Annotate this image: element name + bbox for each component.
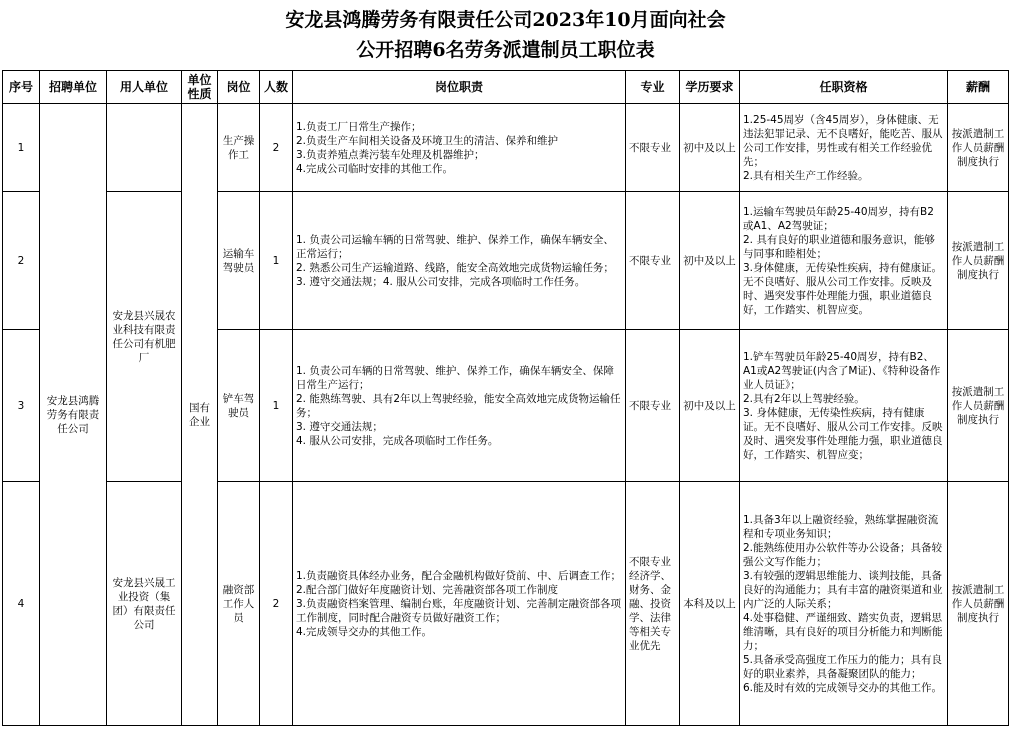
count-cell: 1 bbox=[260, 330, 293, 482]
qual-line: 3.身体健康，无传染性疾病，持有健康证。无不良嗜好、服从公司工作安排。反映及时、遇突发事件处理能力强，职业道德良好，工作踏实、机智应变。 bbox=[743, 261, 943, 316]
major-cell: 不限专业 bbox=[626, 192, 680, 330]
pay-cell: 按派遣制工作人员薪酬制度执行 bbox=[948, 482, 1009, 726]
pay-cell: 按派遣制工作人员薪酬制度执行 bbox=[948, 104, 1009, 192]
header-recruiter: 招聘单位 bbox=[40, 71, 107, 104]
title-line-2: 公开招聘6名劳务派遣制员工职位表 bbox=[356, 39, 655, 61]
header-seq: 序号 bbox=[3, 71, 40, 104]
header-count: 人数 bbox=[260, 71, 293, 104]
pay-cell: 按派遣制工作人员薪酬制度执行 bbox=[948, 330, 1009, 482]
recruiter-cell: 安龙县鸿腾劳务有限责任公司 bbox=[40, 104, 107, 726]
post-cell: 生产操作工 bbox=[218, 104, 260, 192]
header-row bbox=[3, 71, 1009, 104]
duty-line: 1. 负责公司车辆的日常驾驶、维护、保养工作，确保车辆安全、保障日常生产运行； bbox=[296, 364, 614, 391]
duty-line: 2.负责生产车间相关设备及环境卫生的清洁、保养和维护 bbox=[296, 134, 559, 147]
duty-line: 4.完成公司临时安排的其他工作。 bbox=[296, 162, 454, 175]
job-table bbox=[2, 70, 1009, 726]
seq-cell: 2 bbox=[3, 192, 40, 330]
duty-line: 1.负责工厂日常生产操作； bbox=[296, 120, 422, 133]
seq-cell: 1 bbox=[3, 104, 40, 192]
header-employer: 用人单位 bbox=[107, 71, 182, 104]
qual-line: 6.能及时有效的完成领导交办的其他工作。 bbox=[743, 681, 943, 694]
header-edu: 学历要求 bbox=[680, 71, 740, 104]
header-post: 岗位 bbox=[218, 71, 260, 104]
count-cell: 1 bbox=[260, 192, 293, 330]
qual-line: 4.处事稳健、严谨细致、踏实负责，逻辑思维清晰，具有良好的项目分析能力和判断能力； bbox=[743, 611, 943, 652]
qual-line: 1.具备3年以上融资经验，熟练掌握融资流程和专项业务知识； bbox=[743, 513, 939, 540]
duty-line: 2. 熟悉公司生产运输道路、线路，能安全高效地完成货物运输任务； bbox=[296, 261, 614, 274]
qual-cell bbox=[740, 192, 948, 330]
count-cell: 2 bbox=[260, 104, 293, 192]
duties-cell bbox=[293, 104, 626, 192]
qual-line: 5.具备承受高强度工作压力的能力；具有良好的职业素养，具备凝聚团队的能力； bbox=[743, 653, 943, 680]
table-row bbox=[3, 104, 1009, 192]
qual-line: 2.具有相关生产工作经验。 bbox=[743, 169, 869, 182]
qual-line: 2.能熟练使用办公软件等办公设备；具备较强公文写作能力； bbox=[743, 541, 943, 568]
qual-cell bbox=[740, 482, 948, 726]
title-line-1: 安龙县鸿腾劳务有限责任公司2023年10月面向社会 bbox=[285, 9, 726, 31]
table-row bbox=[3, 482, 1009, 726]
qual-line: 2.具有2年以上驾驶经验。 bbox=[743, 392, 865, 405]
pay-cell: 按派遣制工作人员薪酬制度执行 bbox=[948, 192, 1009, 330]
header-duties: 岗位职责 bbox=[293, 71, 626, 104]
employer-cell-empty bbox=[107, 104, 182, 192]
duties-cell bbox=[293, 192, 626, 330]
qual-cell bbox=[740, 330, 948, 482]
seq-cell: 3 bbox=[3, 330, 40, 482]
duty-line: 3. 遵守交通法规； bbox=[296, 420, 383, 433]
qual-line: 1.运输车驾驶员年龄25-40周岁，持有B2或A1、A2驾驶证； bbox=[743, 205, 934, 232]
table-row bbox=[3, 192, 1009, 330]
post-cell: 运输车驾驶员 bbox=[218, 192, 260, 330]
qual-line: 1.25-45周岁（含45周岁），身体健康、无违法犯罪记录、无不良嗜好，能吃苦、服从公司工作安排，男性或有相关工作经验优先； bbox=[743, 113, 943, 168]
edu-cell: 初中及以上 bbox=[680, 330, 740, 482]
edu-cell: 初中及以上 bbox=[680, 104, 740, 192]
nature-cell: 国有企业 bbox=[182, 104, 218, 726]
post-cell: 融资部工作人员 bbox=[218, 482, 260, 726]
employer-cell: 安龙县兴晟工业投资（集团）有限责任公司 bbox=[107, 482, 182, 726]
duty-line: 4. 服从公司安排，完成各项临时工作任务。 bbox=[296, 434, 499, 447]
duty-line: 2. 能熟练驾驶、具有2年以上驾驶经验，能安全高效地完成货物运输任务； bbox=[296, 392, 621, 419]
major-cell: 不限专业 bbox=[626, 104, 680, 192]
header-pay: 薪酬 bbox=[948, 71, 1009, 104]
post-cell: 铲车驾驶员 bbox=[218, 330, 260, 482]
header-major: 专业 bbox=[626, 71, 680, 104]
major-cell: 不限专业 bbox=[626, 330, 680, 482]
document-title bbox=[0, 0, 1011, 70]
header-nature: 单位性质 bbox=[182, 71, 218, 104]
duty-line: 3.负责养殖点粪污装车处理及机器维护； bbox=[296, 148, 485, 161]
employer-cell: 安龙县兴晟农业科技有限责任公司有机肥厂 bbox=[107, 192, 182, 482]
qual-line: 1.铲车驾驶员年龄25-40周岁，持有B2、A1或A2驾驶证(内含了M证)、《特种设备作业人员证》； bbox=[743, 350, 941, 391]
seq-cell: 4 bbox=[3, 482, 40, 726]
duty-line: 3. 遵守交通法规；4. 服从公司安排，完成各项临时工作任务。 bbox=[296, 275, 586, 288]
duty-line: 2.配合部门做好年度融资计划、完善融资部各项工作制度 bbox=[296, 583, 559, 596]
duties-cell bbox=[293, 482, 626, 726]
major-cell: 不限专业经济学、财务、金融、投资学、法律等相关专业优先 bbox=[626, 482, 680, 726]
qual-line: 2. 具有良好的职业道德和服务意识，能够与同事和睦相处； bbox=[743, 233, 935, 260]
header-qual: 任职资格 bbox=[740, 71, 948, 104]
edu-cell: 本科及以上 bbox=[680, 482, 740, 726]
qual-line: 3. 身体健康，无传染性疾病，持有健康证。无不良嗜好、服从公司工作安排。反映及时、遇突发事件处理能力强，职业道德良好，工作踏实、机智应变； bbox=[743, 406, 943, 461]
qual-cell bbox=[740, 104, 948, 192]
qual-line: 3.有较强的逻辑思维能力、谈判技能，具备良好的沟通能力；具有丰富的融资渠道和业内广泛的人际关系； bbox=[743, 569, 943, 610]
duty-line: 1. 负责公司运输车辆的日常驾驶、维护、保养工作，确保车辆安全、正常运行； bbox=[296, 233, 614, 260]
duty-line: 3.负责融资档案管理、编制台账，年度融资计划、完善制定融资部各项工作制度，同时配合融资专员做好融资工作； bbox=[296, 597, 622, 624]
count-cell: 2 bbox=[260, 482, 293, 726]
edu-cell: 初中及以上 bbox=[680, 192, 740, 330]
duties-cell bbox=[293, 330, 626, 482]
duty-line: 1.负责融资具体经办业务，配合金融机构做好贷前、中、后调查工作； bbox=[296, 569, 622, 582]
duty-line: 4.完成领导交办的其他工作。 bbox=[296, 625, 433, 638]
